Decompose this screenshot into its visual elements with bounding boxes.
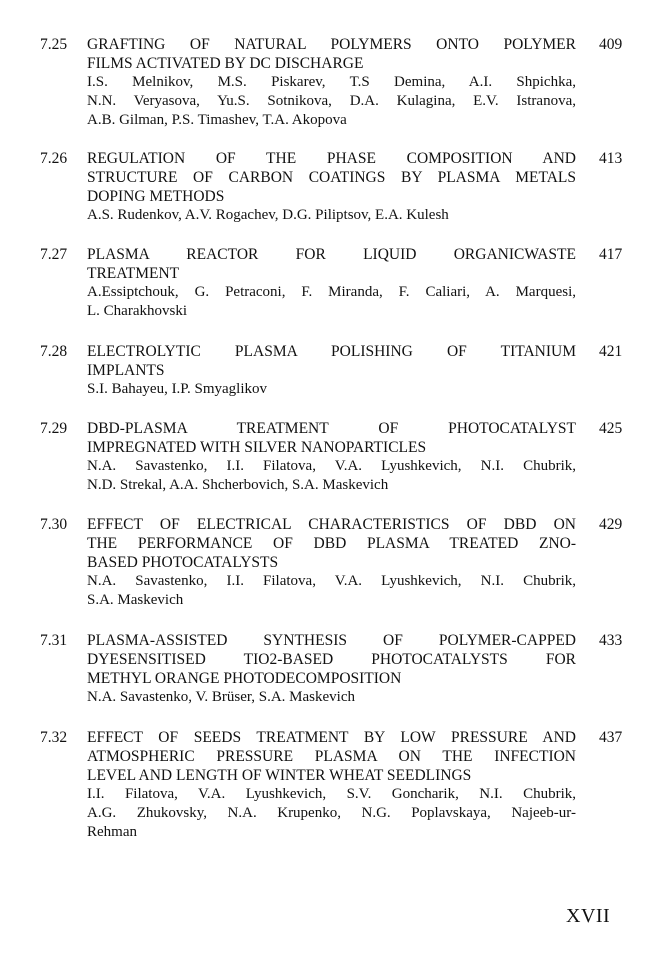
entry-body xyxy=(87,631,576,707)
page-number[interactable]: 433 xyxy=(599,632,623,649)
entry-body xyxy=(87,342,576,399)
title-line: PLASMA-ASSISTED SYNTHESIS OF POLYMER-CAPPED xyxy=(87,632,576,649)
entry-title[interactable] xyxy=(87,631,576,688)
section-number: 7.32 xyxy=(40,729,68,746)
entry-authors xyxy=(87,380,576,399)
entry-title[interactable] xyxy=(87,515,576,572)
section-number: 7.26 xyxy=(40,150,68,167)
author-line: A.Essiptchouk, G. Petraconi, F. Miranda, F. Caliari, A. Marquesi, xyxy=(87,284,576,300)
title-line: ATMOSPHERIC PRESSURE PLASMA ON THE INFECTION xyxy=(87,748,576,765)
page-number[interactable]: 437 xyxy=(599,729,623,746)
section-number: 7.25 xyxy=(40,36,68,53)
entry-body xyxy=(87,245,576,321)
title-line: EFFECT OF ELECTRICAL CHARACTERISTICS OF DBD ON xyxy=(87,516,576,533)
entry-authors xyxy=(87,206,576,225)
title-line: LEVEL AND LENGTH OF WINTER WHEAT SEEDLINGS xyxy=(87,767,472,784)
author-line: S.I. Bahayeu, I.P. Smyaglikov xyxy=(87,381,267,397)
section-number: 7.28 xyxy=(40,343,68,360)
title-line: FILMS ACTIVATED BY DC DISCHARGE xyxy=(87,55,364,72)
entry-title[interactable] xyxy=(87,419,576,457)
page-number-roman: XVII xyxy=(566,905,611,927)
author-line: L. Charakhovski xyxy=(87,303,187,319)
title-line: TREATMENT xyxy=(87,265,180,282)
entry-title[interactable] xyxy=(87,728,576,785)
page-number[interactable]: 429 xyxy=(599,516,623,533)
title-line: ELECTROLYTIC PLASMA POLISHING OF TITANIUM xyxy=(87,343,576,360)
entry-authors xyxy=(87,688,576,707)
entry-authors xyxy=(87,785,576,842)
page-number[interactable]: 409 xyxy=(599,36,623,53)
page-number[interactable]: 425 xyxy=(599,420,623,437)
entry-body xyxy=(87,728,576,842)
author-line: N.N. Veryasova, Yu.S. Sotnikova, D.A. Kulagina, E.V. Istranova, xyxy=(87,93,576,109)
author-line: N.A. Savastenko, I.I. Filatova, V.A. Lyushkevich, N.I. Chubrik, xyxy=(87,458,576,474)
title-line: DOPING METHODS xyxy=(87,188,225,205)
entry-authors xyxy=(87,283,576,321)
title-line: STRUCTURE OF CARBON COATINGS BY PLASMA METALS xyxy=(87,169,576,186)
title-line: GRAFTING OF NATURAL POLYMERS ONTO POLYMER xyxy=(87,36,576,53)
title-line: IMPLANTS xyxy=(87,362,165,379)
entry-body xyxy=(87,35,576,130)
title-line: THE PERFORMANCE OF DBD PLASMA TREATED ZNO- xyxy=(87,535,576,552)
entry-body xyxy=(87,419,576,495)
title-line: METHYL ORANGE PHOTODECOMPOSITION xyxy=(87,670,402,687)
page-number[interactable]: 413 xyxy=(599,150,623,167)
author-line: A.B. Gilman, P.S. Timashev, T.A. Akopova xyxy=(87,112,347,128)
entry-authors xyxy=(87,457,576,495)
section-number: 7.29 xyxy=(40,420,68,437)
title-line: IMPREGNATED WITH SILVER NANOPARTICLES xyxy=(87,439,427,456)
entry-authors xyxy=(87,572,576,610)
author-line: I.I. Filatova, V.A. Lyushkevich, S.V. Goncharik, N.I. Chubrik, xyxy=(87,786,576,802)
author-line: N.A. Savastenko, V. Brüser, S.A. Maskevich xyxy=(87,689,355,705)
page-number[interactable]: 421 xyxy=(599,343,623,360)
author-line: N.A. Savastenko, I.I. Filatova, V.A. Lyushkevich, N.I. Chubrik, xyxy=(87,573,576,589)
author-line: A.G. Zhukovsky, N.A. Krupenko, N.G. Poplavskaya, Najeeb-ur- xyxy=(87,805,576,821)
author-line: Rehman xyxy=(87,824,137,840)
title-line: EFFECT OF SEEDS TREATMENT BY LOW PRESSURE AND xyxy=(87,729,576,746)
section-number: 7.31 xyxy=(40,632,68,649)
entry-title[interactable] xyxy=(87,35,576,73)
section-number: 7.27 xyxy=(40,246,68,263)
section-number: 7.30 xyxy=(40,516,68,533)
author-line: N.D. Strekal, A.A. Shcherbovich, S.A. Maskevich xyxy=(87,477,389,493)
entry-body xyxy=(87,515,576,610)
entry-title[interactable] xyxy=(87,342,576,380)
entry-title[interactable] xyxy=(87,149,576,206)
title-line: PLASMA REACTOR FOR LIQUID ORGANICWASTE xyxy=(87,246,576,263)
page-number[interactable]: 417 xyxy=(599,246,623,263)
title-line: REGULATION OF THE PHASE COMPOSITION AND xyxy=(87,150,576,167)
title-line: DBD-PLASMA TREATMENT OF PHOTOCATALYST xyxy=(87,420,576,437)
entry-authors xyxy=(87,73,576,130)
author-line: I.S. Melnikov, M.S. Piskarev, T.S Demina, A.I. Shpichka, xyxy=(87,74,576,90)
title-line: DYESENSITISED TIO2-BASED PHOTOCATALYSTS FOR xyxy=(87,651,576,668)
title-line: BASED PHOTOCATALYSTS xyxy=(87,554,279,571)
entry-title[interactable] xyxy=(87,245,576,283)
entry-body xyxy=(87,149,576,225)
author-line: S.A. Maskevich xyxy=(87,592,184,608)
author-line: A.S. Rudenkov, A.V. Rogachev, D.G. Piliptsov, E.A. Kulesh xyxy=(87,207,449,223)
